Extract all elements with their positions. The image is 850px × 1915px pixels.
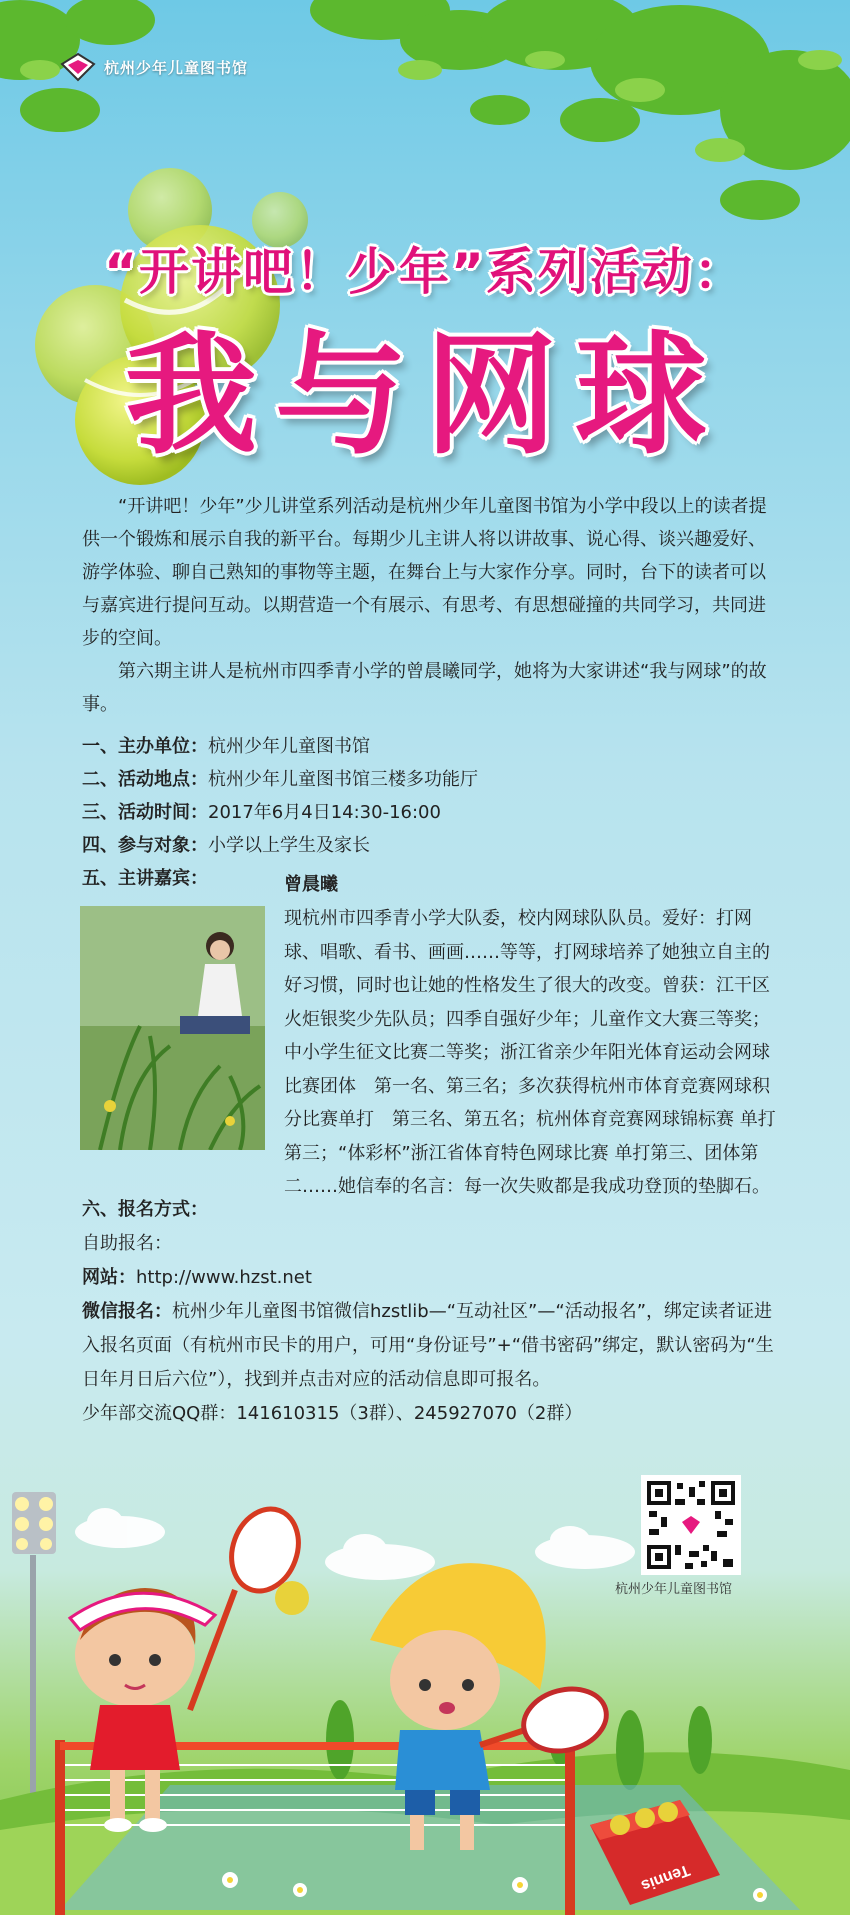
info-row-location: 二、活动地点：杭州少年儿童图书馆三楼多功能厅 [82, 769, 478, 790]
library-logo-icon [60, 52, 96, 82]
floodlight-icon [12, 1492, 56, 1805]
main-title: 我与网球 [125, 319, 725, 473]
signup-section [82, 1193, 782, 1431]
signup-wechat: 微信报名：杭州少年儿童图书馆微信hzstlib—“互动社区”—“活动报名”，绑定读者证进入报名页面（有杭州市民卡的用户，可用“身份证号”+“借书密码”绑定，默认密码为“生日年月日后六位”），找到并点击对应的活动信息即可报名。 [82, 1301, 774, 1390]
library-logo [60, 52, 248, 82]
intro-paragraph: 第六期主讲人是杭州市四季青小学的曾晨曦同学，她将为大家讲述“我与网球”的故事。 [82, 661, 767, 715]
tennis-scene-illustration [0, 1480, 850, 1915]
intro-section [82, 490, 772, 721]
info-row-guest: 五、主讲嘉宾： [82, 868, 208, 889]
info-row-time: 三、活动时间：2017年6月4日14:30-16:00 [82, 802, 441, 823]
library-logo-text: 杭州少年儿童图书馆 [104, 58, 249, 77]
signup-qq: 少年部交流QQ群：141610315（3群）、245927070（2群） [82, 1403, 583, 1424]
signup-self: 自助报名： [82, 1233, 172, 1254]
qr-caption: 杭州少年儿童图书馆 [615, 1582, 733, 1597]
website-link[interactable]: http://www.hzst.net [136, 1267, 312, 1288]
series-title: “开讲吧！少年”系列活动： [104, 243, 746, 301]
tennis-box-label: Tennis [638, 1860, 692, 1895]
signup-website: 网站：http://www.hzst.net [82, 1267, 312, 1288]
guest-bio: 现杭州市四季青小学大队委，校内网球队队员。爱好：打网球、唱歌、看书、画画……等等，打网球培养了她独立自主的好习惯，同时也让她的性格发生了很大的改变。曾获：江干区火炬银奖少先队员；四季自强好少年；儿童作文大赛三等奖；中小学生征文比赛二等奖；浙江省亲少年阳光体育运动会网球比赛团体 第一名、第三名；多次获得杭州市体育竞赛网球积分比赛单打 第三名、第五名；杭州体育竞赛网球锦标赛 单打第三；“体彩杯”浙江省体育特色网球比赛 单打第三、团体第二……她信奉的名言：每一次失败都是我成功登顶的垫脚石。 [284, 908, 776, 1197]
signup-heading: 六、报名方式： [82, 1199, 208, 1220]
guest-name: 曾晨曦 [284, 874, 338, 895]
info-row-audience: 四、参与对象：小学以上学生及家长 [82, 835, 370, 856]
guest-photo [80, 906, 265, 1150]
intro-paragraph: “开讲吧！少年”少儿讲堂系列活动是杭州少年儿童图书馆为小学中段以上的读者提供一个锻炼和展示自我的新平台。每期少儿主讲人将以讲故事、说心得、谈兴趣爱好、游学体验、聊自己熟知的事物等主题，在舞台上与大家作分享。同时，台下的读者可以与嘉宾进行提问互动。以期营造一个有展示、有思考、有思想碰撞的共同学习，共同进步的空间。 [82, 496, 767, 649]
info-row-organizer: 一、主办单位：杭州少年儿童图书馆 [82, 736, 370, 757]
event-info [82, 730, 772, 895]
